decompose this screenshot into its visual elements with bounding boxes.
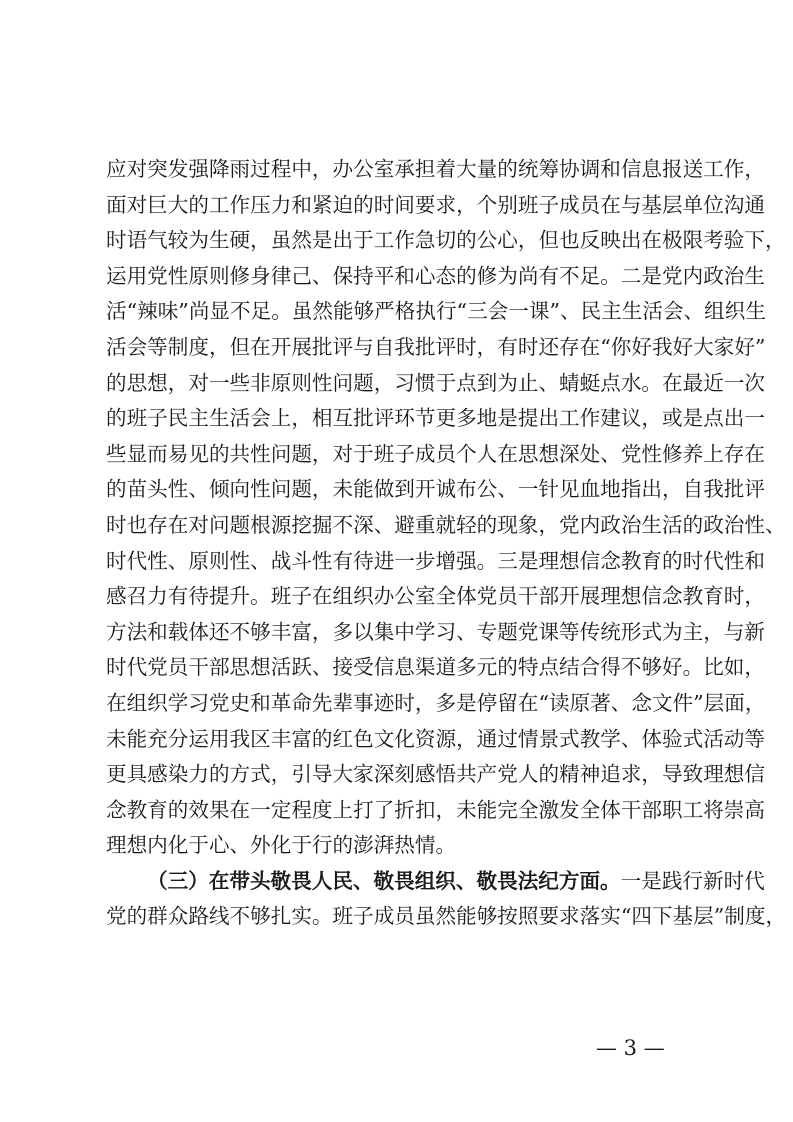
- section-heading: （三）在带头敬畏人民、敬畏组织、敬畏法纪方面。: [147, 868, 621, 893]
- text-line: 方法和载体还不够丰富，多以集中学习、专题党课等传统形式为主，与新: [106, 619, 765, 644]
- text-line: 面对巨大的工作压力和紧迫的时间要求，个别班子成员在与基层单位沟通: [106, 192, 765, 217]
- text-line: 更具感染力的方式，引导大家深刻感悟共产党人的精神追求，导致理想信: [106, 762, 765, 787]
- text-line: 党的群众路线不够扎实。班子成员虽然能够按照要求落实“四下基层”制度，: [106, 904, 787, 929]
- text-line: 时代性、原则性、战斗性有待进一步增强。三是理想信念教育的时代性和: [106, 548, 765, 573]
- text-line: 的班子民主生活会上，相互批评环节更多地是提出工作建议，或是点出一: [106, 406, 765, 431]
- page-number: — 3 —: [596, 1036, 665, 1060]
- text-line: 念教育的效果在一定程度上打了折扣，未能完全激发全体干部职工将崇高: [106, 797, 765, 822]
- text-line: 未能充分运用我区丰富的红色文化资源，通过情景式教学、体验式活动等: [106, 726, 765, 751]
- document-body: [106, 152, 787, 935]
- text-line: 应对突发强降雨过程中，办公室承担着大量的统筹协调和信息报送工作，: [106, 157, 765, 181]
- section-heading-line: [106, 864, 765, 900]
- text-line: 运用党性原则修身律己、保持平和心态的修为尚有不足。二是党内政治生: [106, 263, 765, 288]
- text-line: 活会等制度，但在开展批评与自我批评时，有时还存在“你好我好大家好”: [106, 334, 766, 359]
- text-line: 的苗头性、倾向性问题，未能做到开诚布公、一针见血地指出，自我批评: [106, 477, 765, 502]
- text-line: 的思想，对一些非原则性问题，习惯于点到为止、蜻蜓点水。在最近一次: [106, 370, 765, 395]
- text-line: 时代党员干部思想活跃、接受信息渠道多元的特点结合得不够好。比如，: [106, 655, 765, 680]
- text-line: 时也存在对问题根源挖掘不深、避重就轻的现象，党内政治生活的政治性、: [106, 512, 786, 537]
- text-line: 在组织学习党史和革命先辈事迹时，多是停留在“读原著、念文件”层面，: [106, 690, 766, 715]
- section-text: 一是践行新时代: [620, 868, 765, 893]
- paragraph-last-line: 理想内化于心、外化于行的澎湃热情。: [106, 833, 457, 858]
- text-line: 感召力有待提升。班子在组织办公室全体党员干部开展理想信念教育时，: [106, 584, 765, 609]
- text-line: 些显而易见的共性问题，对于班子成员个人在思想深处、党性修养上存在: [106, 441, 765, 466]
- text-line: 活“辣味”尚显不足。虽然能够严格执行“三会一课”、民主生活会、组织生: [106, 299, 766, 324]
- text-line: 时语气较为生硬，虽然是出于工作急切的公心，但也反映出在极限考验下，: [106, 228, 786, 253]
